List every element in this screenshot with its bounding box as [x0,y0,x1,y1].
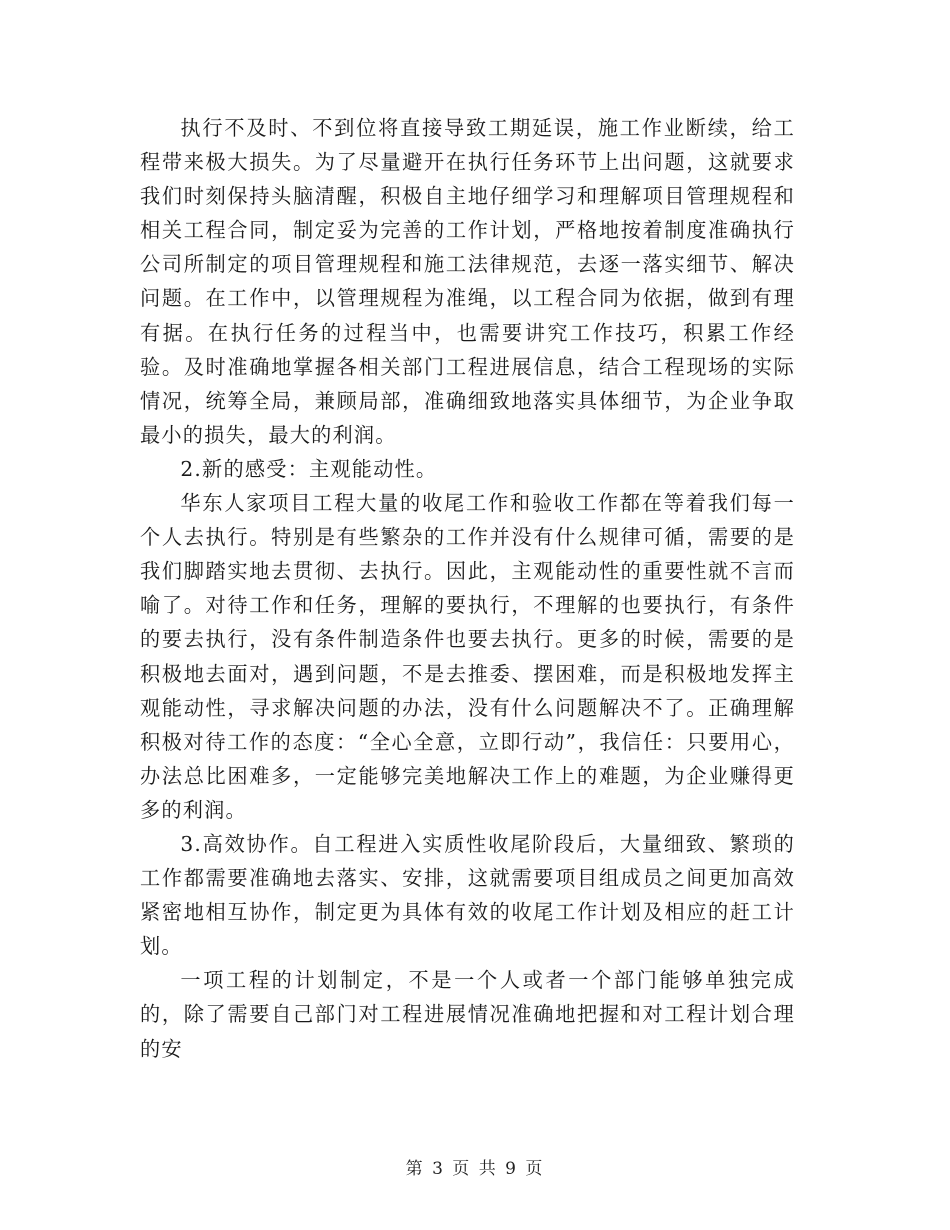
heading-new-feeling: 2.新的感受：主观能动性。 [180,456,438,481]
paragraph-execution: 执行不及时、不到位将直接导致工期延误，施工作业断续，给工程带来极大损失。为了尽量避开在执行任务环节上出问题，这就要求我们时刻保持头脑清醒，积极自主地仔细学习和理解项目管理规程和相关工程合同，制定妥为完善的工作计划，严格地按着制度准确执行公司所制定的项目管理规程和施工法律规范，去逐一落实细节、解决问题。在工作中，以管理规程为准绳，以工程合同为依据，做到有理有据。在执行任务的过程当中，也需要讲究工作技巧，积累工作经验。及时准确地掌握各相关部门工程进展信息，结合工程现场的实际情况，统筹全局，兼顾局部，准确细致地落实具体细节，为企业争取最小的损失，最大的利润。 [140,116,795,447]
paragraph-initiative: 华东人家项目工程大量的收尾工作和验收工作都在等着我们每一个人去执行。特别是有些繁杂的工作并没有什么规律可循，需要的是我们脚踏实地去贯彻、去执行。因此，主观能动性的重要性就不言而喻了。对待工作和任务，理解的要执行，不理解的也要执行，有条件的要去执行，没有条件制造条件也要去执行。更多的时候，需要的是积极地去面对，遇到问题，不是去推委、摆困难，而是积极地发挥主观能动性，寻求解决问题的办法，没有什么问题解决不了。正确理解积极对待工作的态度：“全心全意，立即行动”，我信任：只要用心，办法总比困难多，一定能够完美地解决工作上的难题，为企业赚得更多的利润。 [140,491,795,822]
paragraph-collaboration: 3.高效协作。自工程进入实质性收尾阶段后，大量细致、繁琐的工作都需要准确地去落实、安排，这就需要项目组成员之间更加高效紧密地相互协作，制定更为具体有效的收尾工作计划及相应的赶工计划。 [140,831,795,959]
page-number-footer: 第 3 页 共 9 页 [405,1159,545,1179]
paragraph-planning: 一项工程的计划制定，不是一个人或者一个部门能够单独完成的，除了需要自己部门对工程进展情况准确地把握和对工程计划合理的安 [140,968,795,1061]
document-body [140,111,795,1066]
